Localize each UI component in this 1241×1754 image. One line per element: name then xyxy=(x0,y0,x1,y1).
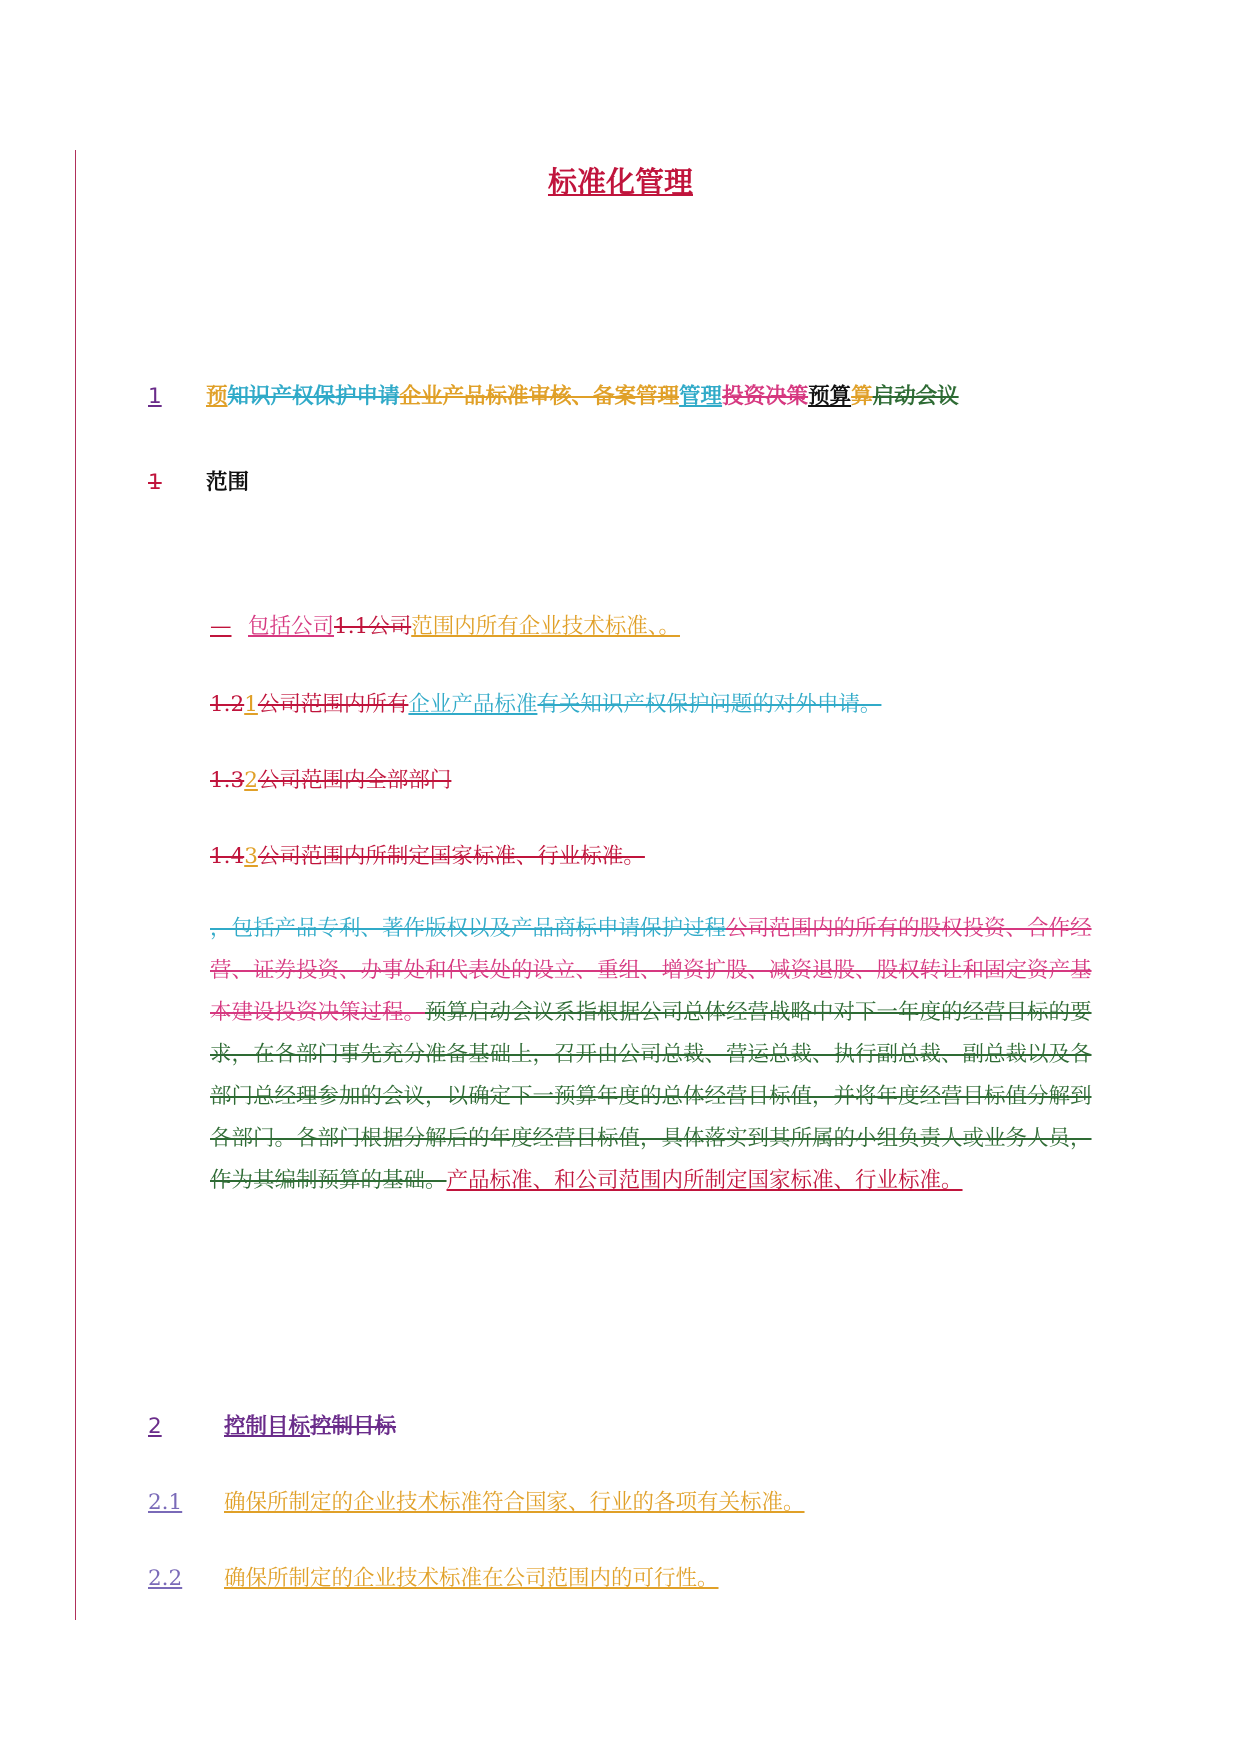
heading-2 xyxy=(148,1412,396,1442)
scope-item-4-newnum: 3 xyxy=(244,844,258,869)
para-b: 公司范围内的所有的股权投资、合作经营、证券投资、办事处和代表处的设立、重组、增资扩股、减资退股、股权转让和固定资产基本建设投资决策过程。 xyxy=(210,916,1092,1025)
scope-item-2-d: 企业产品标准 xyxy=(408,692,538,717)
heading-2-number: 2 xyxy=(148,1414,162,1439)
list-item-number: 2.1 xyxy=(148,1490,183,1515)
heading-1-number: 1 xyxy=(148,384,162,409)
scope-item-3-num: 1.3 xyxy=(210,768,245,793)
scope-item-2-c: 公司范围内所有 xyxy=(257,692,409,717)
scope-item-4-c: 公司范围内所制定国家标准、行业标准。 xyxy=(257,844,645,869)
list-item-number: 2.2 xyxy=(148,1566,183,1591)
heading-1-part-h: 启动会议 xyxy=(872,384,959,409)
list-item-text: 确保所制定的企业技术标准在公司范围内的可行性。 xyxy=(224,1566,719,1591)
scope-label: 范围 xyxy=(206,470,250,495)
scope-item-2-e: 有关知识产权保护问题的对外申请。 xyxy=(537,692,882,717)
para-d: 产品标准、和公司范围内所制定国家标准、行业标准。 xyxy=(446,1168,963,1193)
heading-1-part-d: 管理 xyxy=(679,384,723,409)
list-item xyxy=(148,1488,805,1518)
para-a: ，包括产品专利、著作版权以及产品商标申请保护过程 xyxy=(210,916,727,941)
scope-item-4 xyxy=(210,842,645,872)
list-item-text: 确保所制定的企业技术标准符合国家、行业的各项有关标准。 xyxy=(224,1490,805,1515)
scope-item-3-c: 公司范围内全部部门 xyxy=(257,768,452,793)
scope-item-1-a: 包括公司 xyxy=(248,614,335,639)
heading-1-part-e: 投资决策 xyxy=(722,384,809,409)
scope-item-2-num: 1.2 xyxy=(210,692,245,717)
heading-1-part-f: 预算 xyxy=(808,384,852,409)
scope-item-3 xyxy=(210,766,451,796)
scope-item-3-newnum: 2 xyxy=(244,768,258,793)
scope-heading xyxy=(148,468,249,498)
page-title: 标准化管理 xyxy=(547,165,693,199)
dash: — xyxy=(210,614,232,639)
heading-2-part-a: 控制目标 xyxy=(224,1414,311,1439)
scope-item-1 xyxy=(210,612,680,642)
scope-item-2-newnum: 1 xyxy=(244,692,258,717)
scope-item-2 xyxy=(210,690,881,720)
scope-item-1-c: 范围内所有企业技术标准、。 xyxy=(411,614,680,639)
heading-2-part-b: 控制目标 xyxy=(310,1414,397,1439)
heading-1-part-g: 算 xyxy=(851,384,873,409)
scope-item-4-num: 1.4 xyxy=(210,844,245,869)
heading-1-part-a: 预 xyxy=(206,384,228,409)
heading-1-part-b: 知识产权保护申请 xyxy=(227,384,400,409)
scope-item-1-b: 1.1公司 xyxy=(334,614,412,639)
heading-1 xyxy=(148,382,959,412)
change-bar xyxy=(75,150,76,1620)
para-c: 预算启动会议系指根据公司总体经营战略中对下一年度的经营目标的要求，在各部门事先充分准备基础上，召开由公司总裁、营运总裁、执行副总裁、副总裁以及各部门总经理参加的会议，以确定下一预算年度的总体经营目标值，并将年度经营目标值分解到各部门。各部门根据分解后的年度经营目标值，具体落实到其所属的小组负责人或业务人员，作为其编制预算的基础。 xyxy=(210,1000,1092,1193)
scope-number: 1 xyxy=(148,470,162,495)
scope-paragraph xyxy=(210,908,1105,1202)
list-item xyxy=(148,1564,719,1594)
heading-1-part-c: 企业产品标准审核、备案管理 xyxy=(399,384,680,409)
